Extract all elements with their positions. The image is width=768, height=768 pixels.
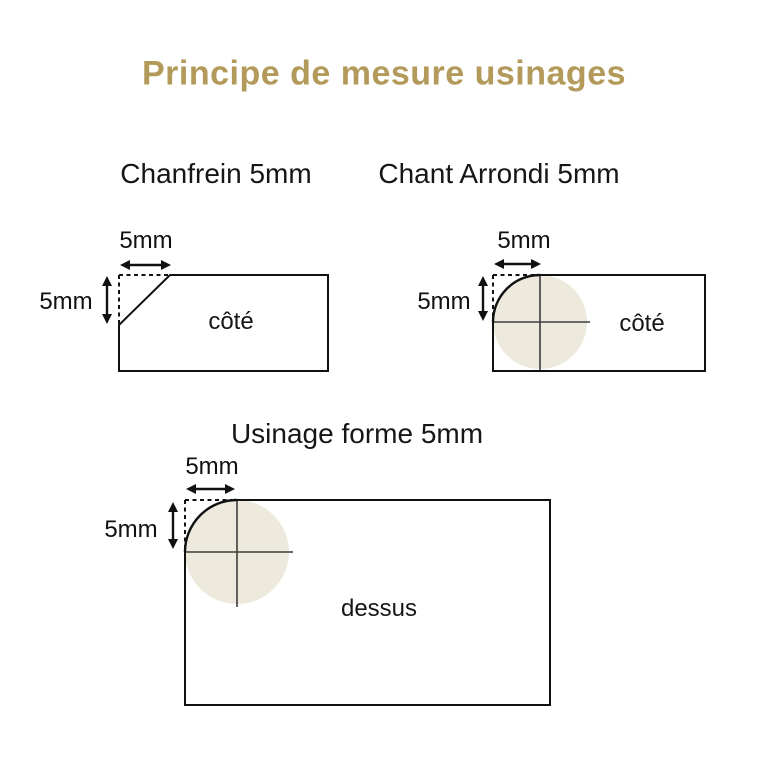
chamfer-diagram-title: Chanfrein 5mm — [120, 158, 312, 189]
shape-machining-height-arrow — [168, 502, 178, 549]
chamfer-height-dim-label: 5mm — [39, 288, 93, 315]
rounded-edge-diagram-title: Chant Arrondi 5mm — [378, 158, 620, 189]
chamfer-width-arrow — [120, 260, 171, 270]
shape-machining-width-dim-label: 5mm — [185, 453, 239, 480]
shape-machining-diagram-title: Usinage forme 5mm — [230, 418, 484, 449]
page-title: Principe de mesure usinages — [141, 54, 627, 93]
rounded-edge-view-label: côté — [619, 310, 665, 337]
rounded-edge-width-arrow — [494, 259, 541, 269]
chamfer-view-label: côté — [208, 308, 254, 335]
rounded-edge-width-dim-label: 5mm — [497, 227, 551, 254]
shape-machining-height-dim-label: 5mm — [104, 516, 158, 543]
shape-machining-view-label: dessus — [340, 595, 418, 622]
rounded-edge-height-dim-label: 5mm — [417, 288, 471, 315]
rounded-edge-height-arrow — [478, 276, 488, 321]
rounded-edge-diagram-graphic — [478, 259, 705, 371]
shape-machining-width-arrow — [186, 484, 235, 494]
chamfer-width-dim-label: 5mm — [119, 227, 173, 254]
chamfer-height-arrow — [102, 276, 112, 324]
